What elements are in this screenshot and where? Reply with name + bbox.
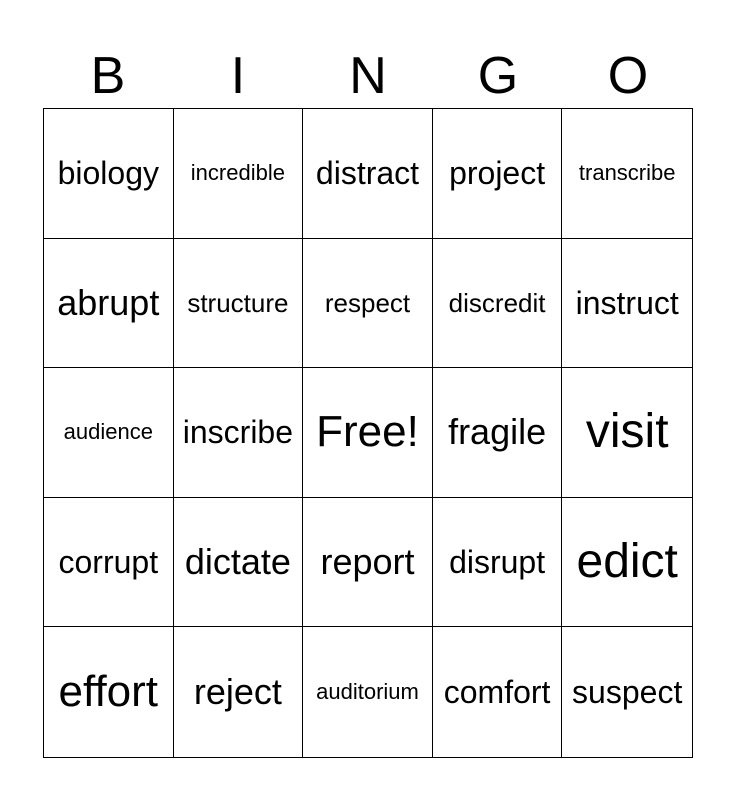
bingo-cell[interactable]: abrupt [44,239,174,369]
bingo-cell[interactable]: reject [174,627,304,757]
bingo-cell[interactable]: effort [44,627,174,757]
bingo-cell[interactable]: report [303,498,433,628]
bingo-cell[interactable]: instruct [562,239,692,369]
bingo-cell[interactable]: visit [562,368,692,498]
bingo-header [43,44,693,108]
bingo-cell[interactable]: structure [174,239,304,369]
header-letter-o: O [607,47,649,105]
bingo-cell[interactable]: disrupt [433,498,563,628]
bingo-cell[interactable]: auditorium [303,627,433,757]
bingo-cell[interactable]: transcribe [562,109,692,239]
free-space-cell[interactable]: Free! [303,368,433,498]
bingo-cell[interactable]: corrupt [44,498,174,628]
bingo-cell[interactable]: suspect [572,674,683,711]
bingo-cell[interactable]: biology [44,109,174,239]
bingo-cell[interactable]: fragile [433,368,563,498]
bingo-board [43,108,693,758]
bingo-cell[interactable]: discredit [433,239,563,369]
bingo-cell[interactable]: distract [303,109,433,239]
bingo-cell[interactable]: dictate [174,498,304,628]
bingo-cell[interactable]: audience [44,368,174,498]
header-letter-b: B [90,47,126,105]
bingo-cell[interactable]: comfort [433,627,563,757]
header-letter-g: G [477,47,519,105]
bingo-cell[interactable]: inscribe [174,368,304,498]
header-letter-n: N [349,47,387,105]
bingo-cell[interactable]: incredible [174,109,304,239]
bingo-cell[interactable]: project [433,109,563,239]
header-letter-i: I [230,47,246,105]
bingo-cell[interactable]: respect [303,239,433,369]
bingo-cell[interactable]: edict [562,498,692,628]
